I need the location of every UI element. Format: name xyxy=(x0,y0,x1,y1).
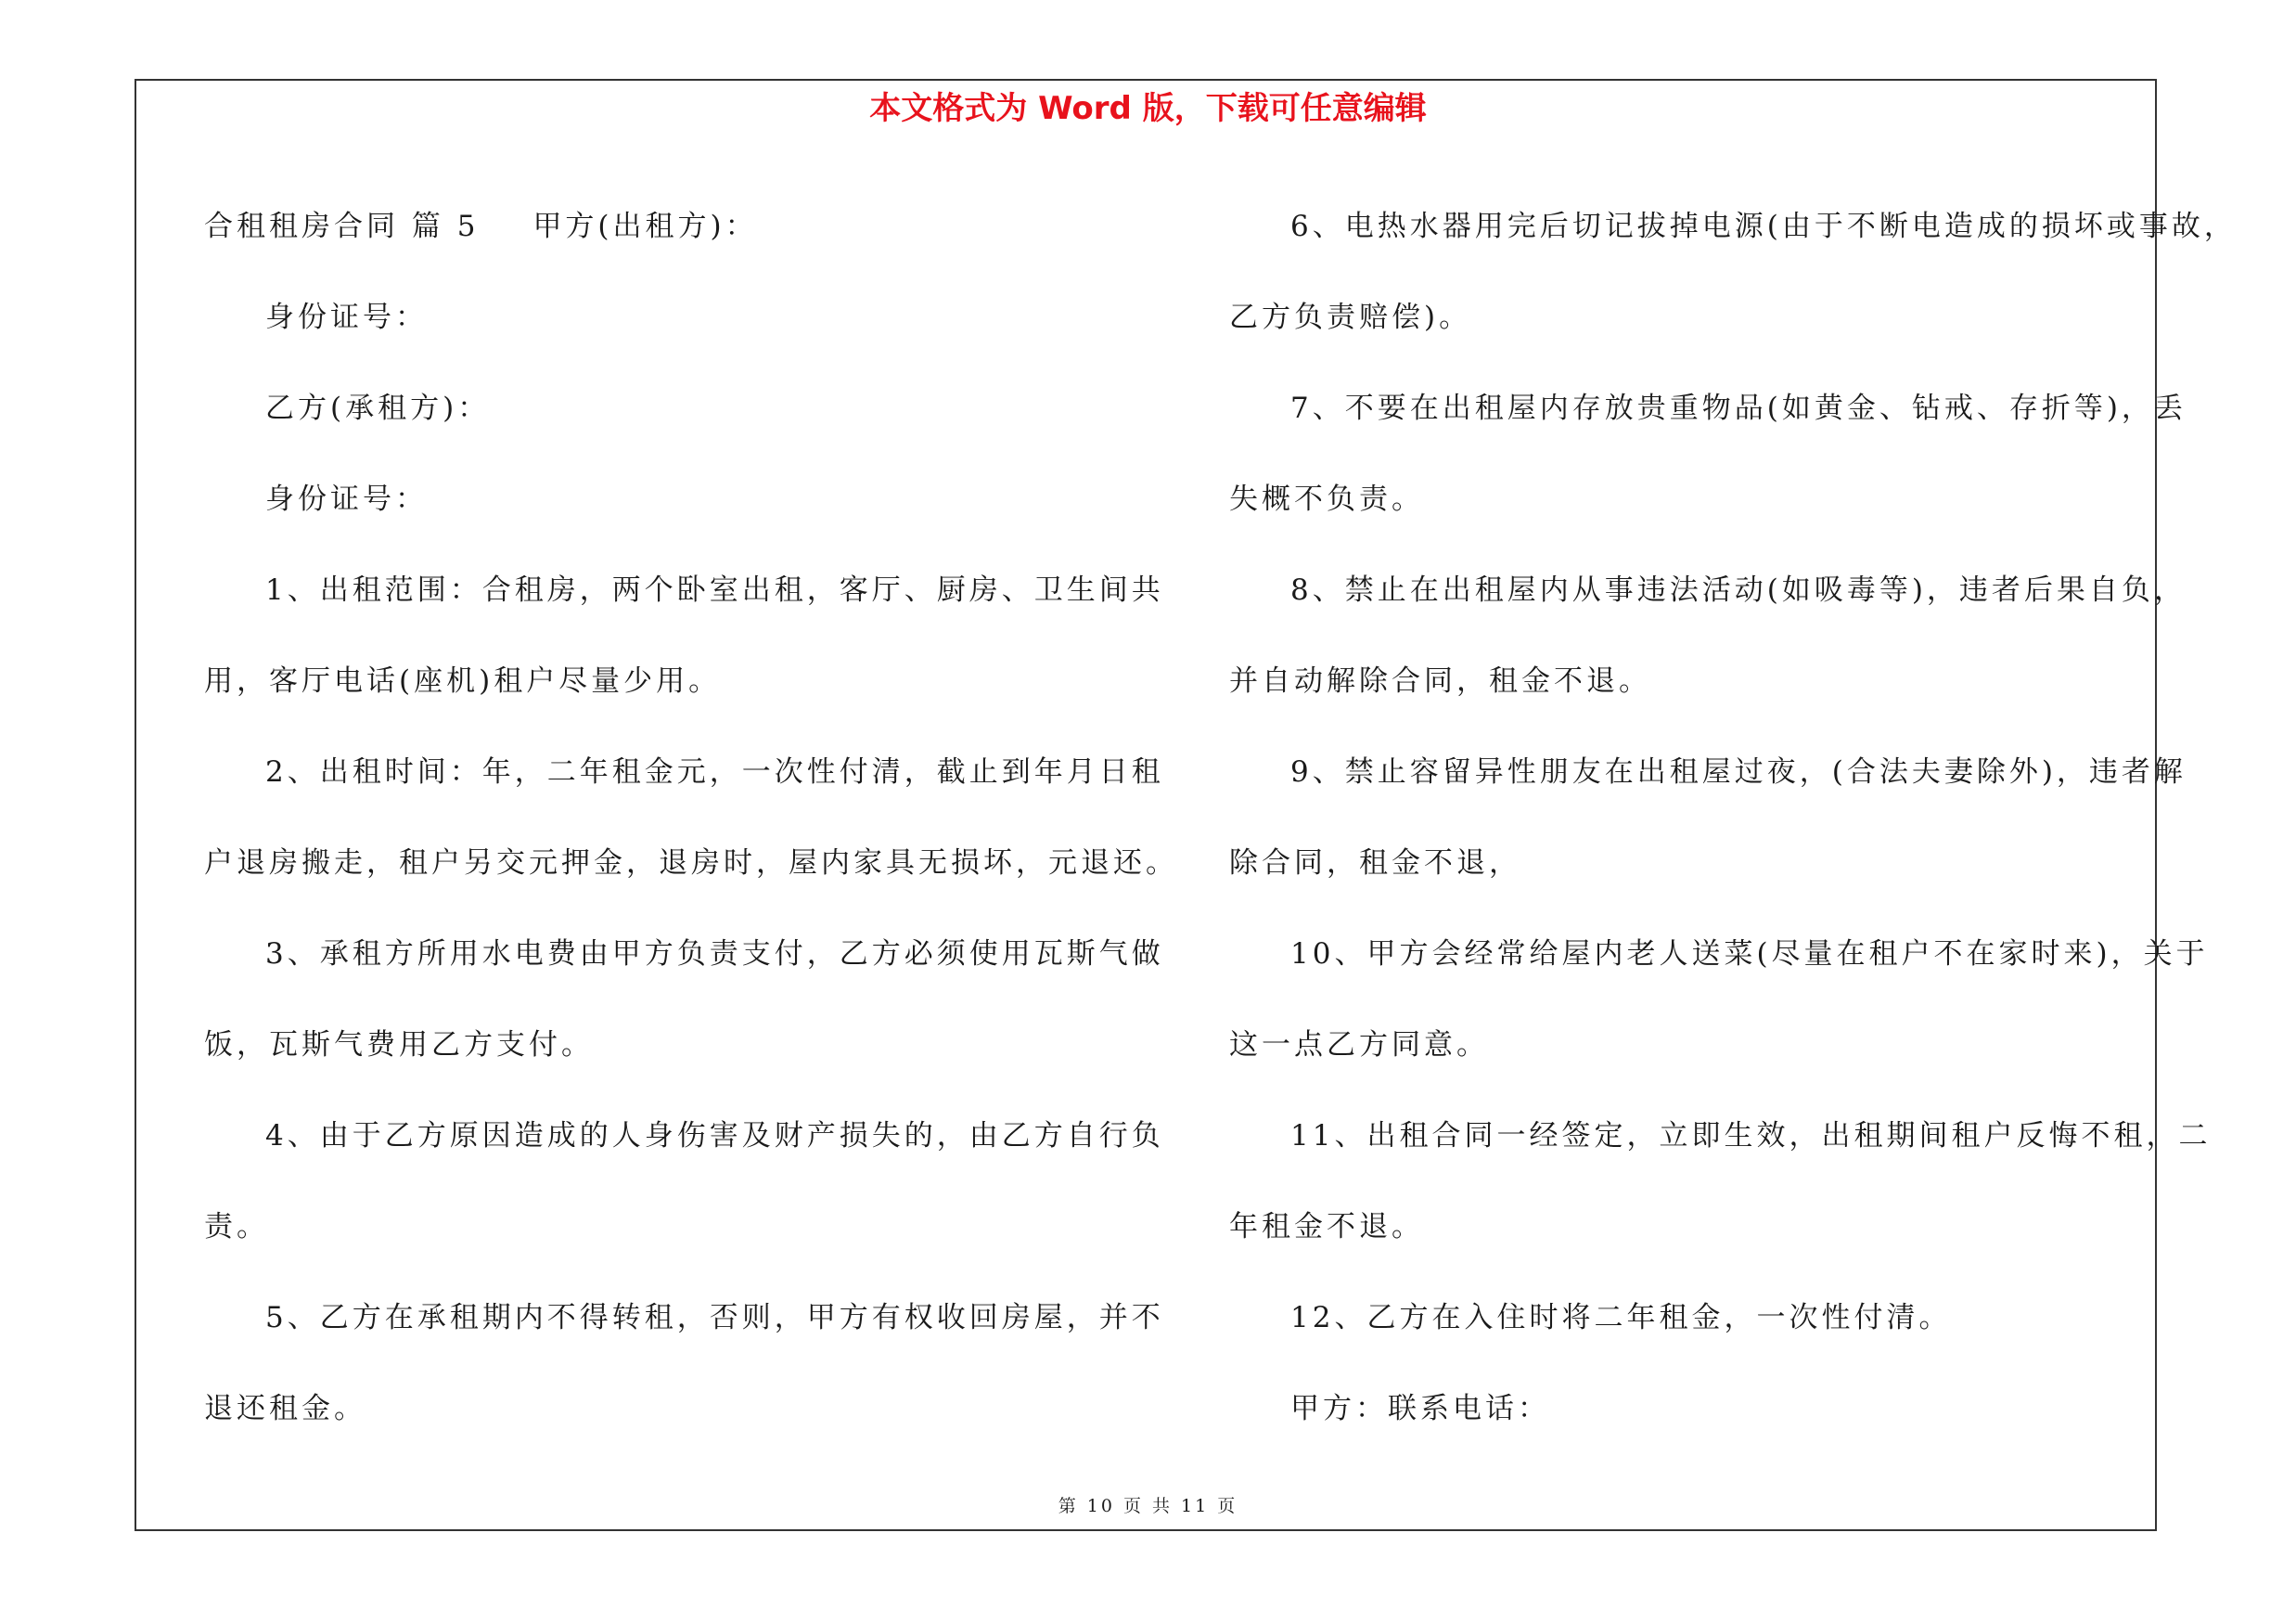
clause-12-line-1: 12、乙方在入住时将二年租金，一次性付清。 xyxy=(1290,1301,1952,1334)
clause-6-line-1: 6、电热水器用完后切记拔掉电源(由于不断电造成的损坏或事故， xyxy=(1290,210,2237,243)
clause-10-line-2: 这一点乙方同意。 xyxy=(1229,1028,1489,1062)
clause-9-line-2: 除合同，租金不退， xyxy=(1229,846,1521,880)
right-column xyxy=(1229,181,2237,1454)
clause-9-line-1: 9、禁止容留异性朋友在出租屋过夜，(合法夫妻除外)，违者解 xyxy=(1290,755,2187,789)
clause-3-line-1: 3、承租方所用水电费由甲方负责支付，乙方必须使用瓦斯气做 xyxy=(265,937,1164,971)
party-b-id-line: 身份证号： xyxy=(265,483,428,516)
contract-title: 合租租房合同 篇 5 xyxy=(204,210,480,243)
clause-8-line-2: 并自动解除合同，租金不退。 xyxy=(1229,664,1651,698)
party-a-label: 甲方(出租方)： xyxy=(532,210,758,243)
clause-3-line-2: 饭，瓦斯气费用乙方支付。 xyxy=(204,1028,594,1062)
clause-6-line-2: 乙方负责赔偿)。 xyxy=(1229,301,1472,334)
clause-1-line-1: 1、出租范围：合租房，两个卧室出租，客厅、厨房、卫生间共 xyxy=(265,573,1164,607)
clause-2-line-1: 2、出租时间：年，二年租金元，一次性付清，截止到年月日租 xyxy=(265,755,1164,789)
party-a-id-line: 身份证号： xyxy=(265,301,428,334)
page-number: 第 10 页 共 11 页 xyxy=(1058,1496,1238,1516)
clause-11-line-1: 11、出租合同一经签定，立即生效，出租期间租户反悔不租，二 xyxy=(1290,1119,2212,1153)
left-column xyxy=(204,181,1178,1454)
party-b-label: 乙方(承租方)： xyxy=(265,392,491,425)
clause-8-line-1: 8、禁止在出租屋内从事违法活动(如吸毒等)，违者后果自负， xyxy=(1290,573,2187,607)
clause-4-line-1: 4、由于乙方原因造成的人身伤害及财产损失的，由乙方自行负 xyxy=(265,1119,1164,1153)
clause-2-line-2: 户退房搬走，租户另交元押金，退房时，屋内家具无损坏，元退还。 xyxy=(204,846,1178,880)
signature-party-a-line: 甲方：联系电话： xyxy=(1290,1392,1550,1425)
clause-7-line-2: 失概不负责。 xyxy=(1229,483,1424,516)
clause-4-line-2: 责。 xyxy=(204,1210,269,1243)
header-banner: 本文格式为 Word 版，下载可任意编辑 xyxy=(869,90,1427,127)
clause-5-line-2: 退还租金。 xyxy=(204,1392,366,1425)
clause-11-line-2: 年租金不退。 xyxy=(1229,1210,1424,1243)
clause-10-line-1: 10、甲方会经常给屋内老人送菜(尽量在租户不在家时来)，关于 xyxy=(1290,937,2209,971)
clause-5-line-1: 5、乙方在承租期内不得转租，否则，甲方有权收回房屋，并不 xyxy=(265,1301,1164,1334)
clause-7-line-1: 7、不要在出租屋内存放贵重物品(如黄金、钻戒、存折等)，丢 xyxy=(1290,392,2187,425)
clause-1-line-2: 用，客厅电话(座机)租户尽量少用。 xyxy=(204,664,722,698)
contract-title-line xyxy=(204,181,1136,272)
